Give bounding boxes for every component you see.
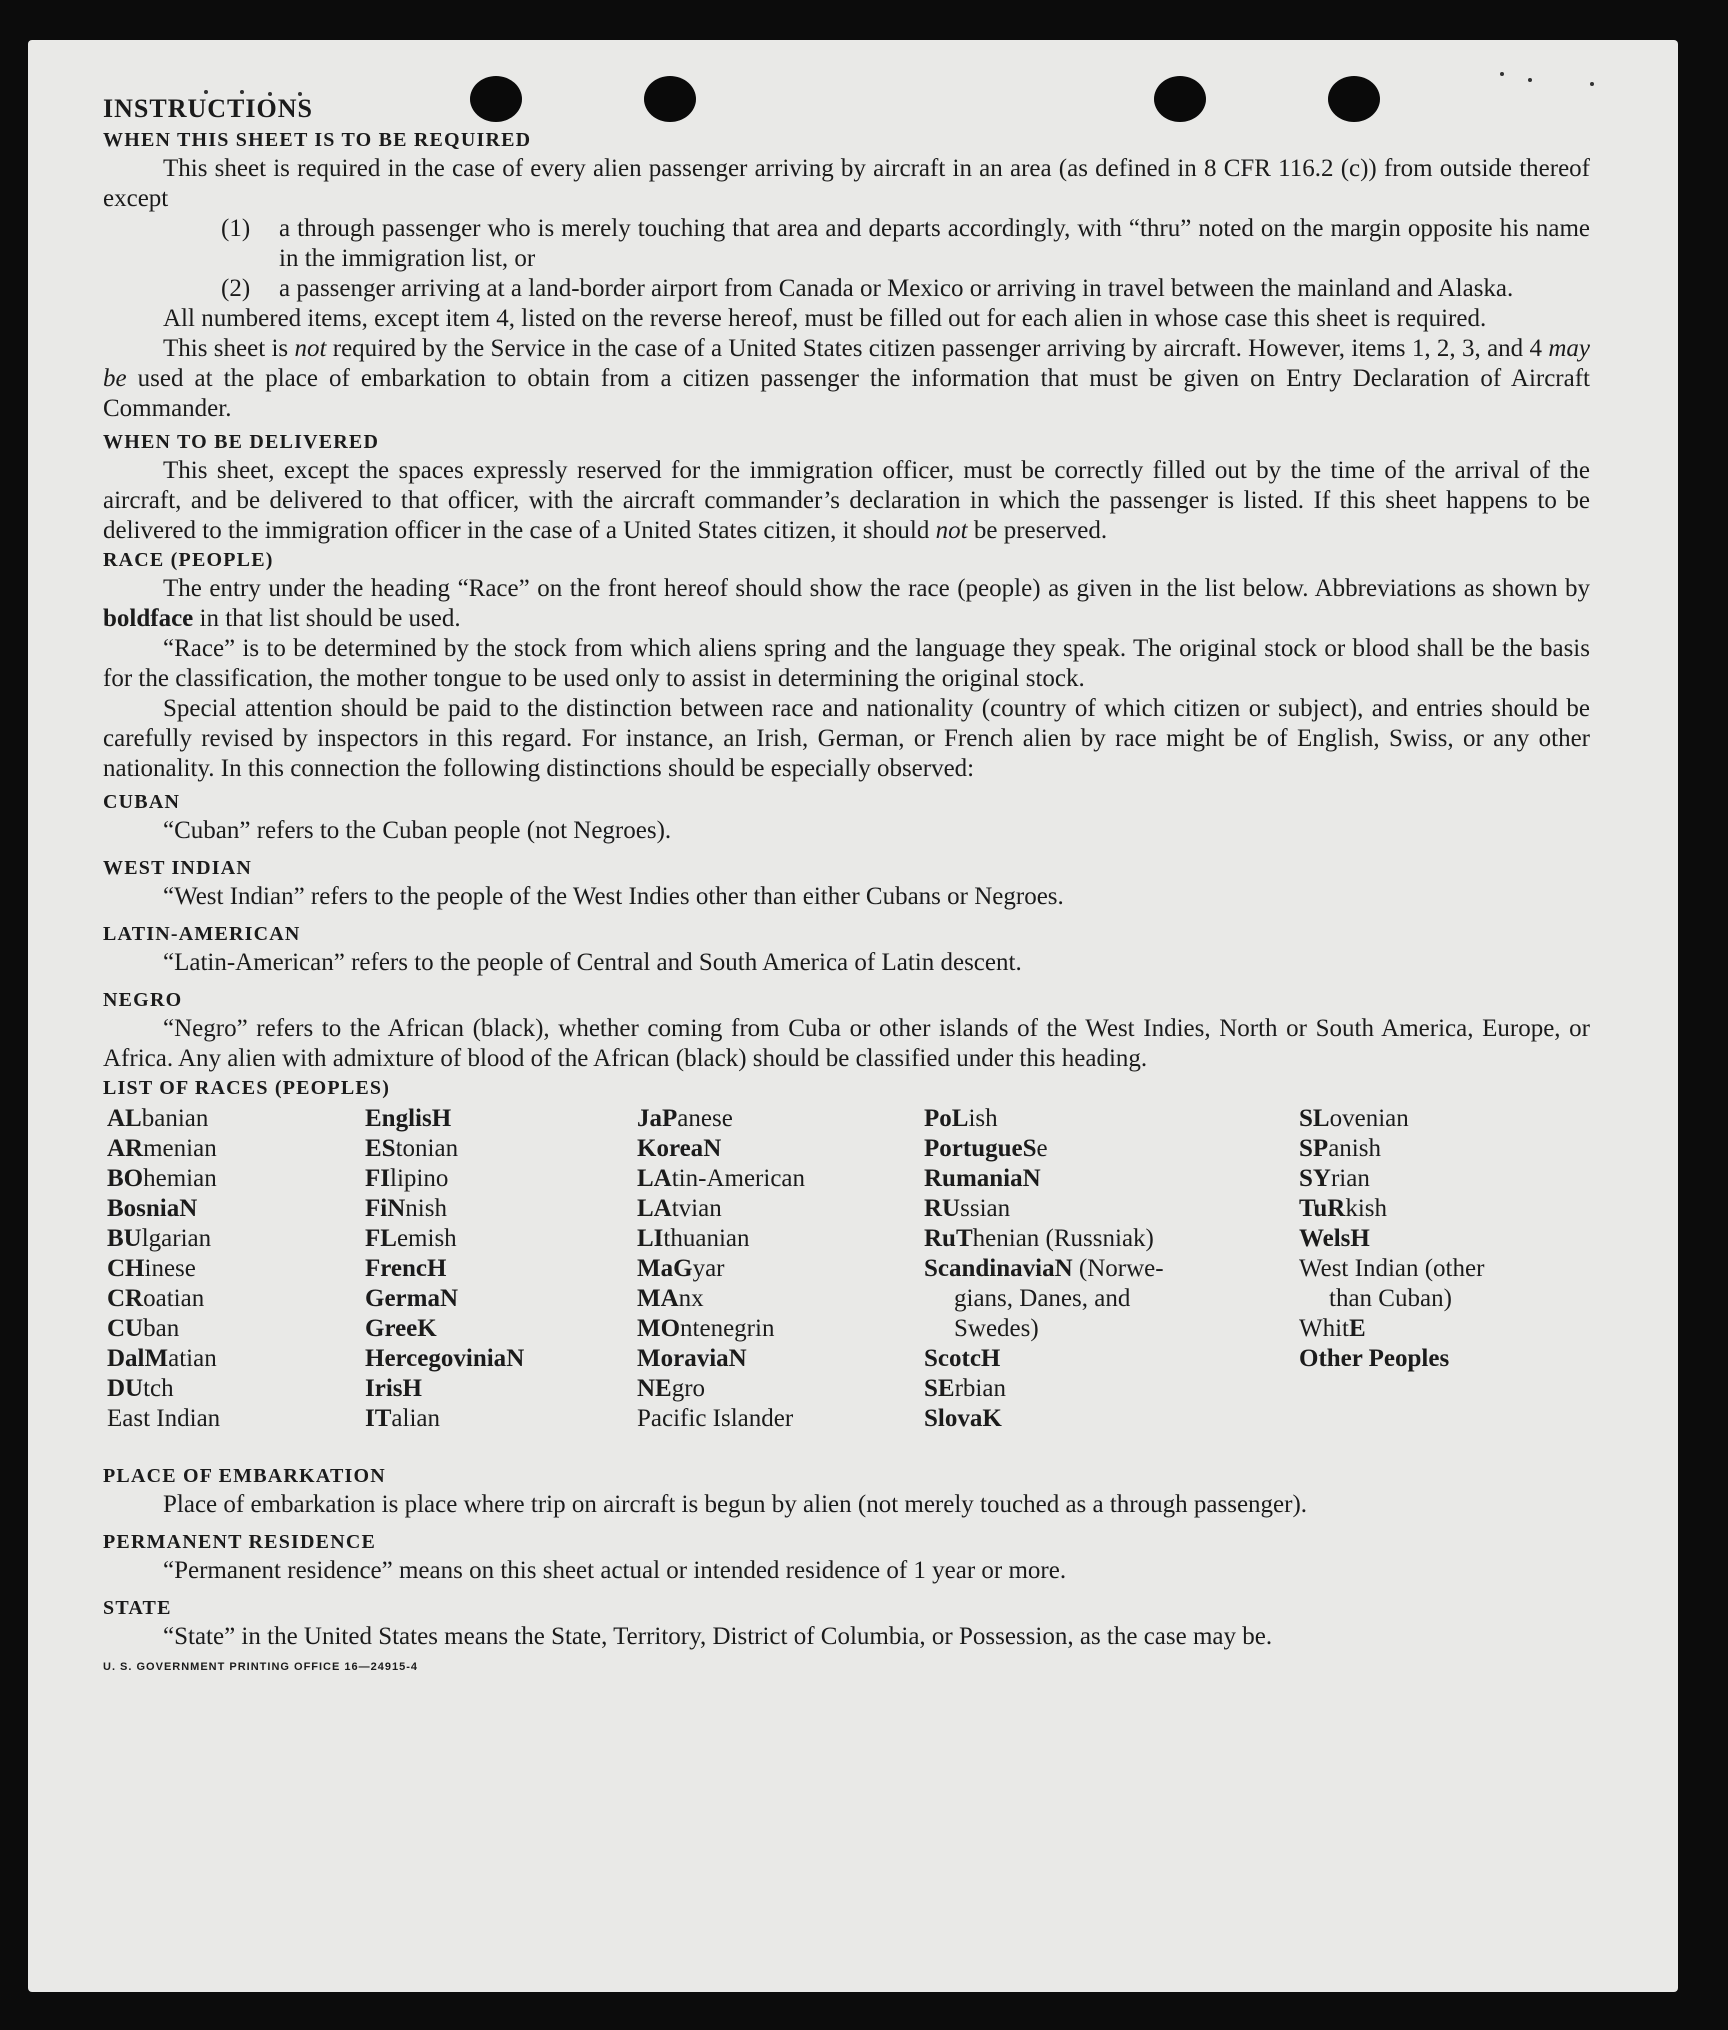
race-entry [107, 1194, 220, 1224]
italic-text: may be [103, 335, 1590, 392]
race-entry [1299, 1284, 1557, 1314]
race-abbr: N [1022, 1165, 1041, 1192]
section-heading-embarkation: PLACE OF EMBARKATION [103, 1465, 386, 1487]
race-entry [1299, 1224, 1557, 1254]
race-text: oatian [143, 1285, 205, 1312]
race-entry [107, 1254, 220, 1284]
paragraph: This sheet is required in the case of every alien passenger arriving by aircraft in an area (as defined in 8 CFR 116.2 (c)) from outside thereof except [103, 155, 1590, 212]
item-number: (2) [221, 275, 251, 302]
item-text: a through passenger who is merely touching that area and departs accordingly, with “thru” noted on the margin opposite his name in the immigration list, or [279, 215, 1590, 272]
race-abbr: K [417, 1315, 437, 1342]
paragraph [103, 456, 1590, 546]
race-entry [924, 1404, 1216, 1434]
race-abbr: T [955, 1225, 973, 1252]
race-text: menian [143, 1135, 217, 1162]
race-text: inese [144, 1255, 196, 1282]
race-text: ish [968, 1105, 998, 1132]
race-abbr: G [673, 1255, 693, 1282]
race-entry [924, 1224, 1216, 1254]
race-abbr: AL [107, 1105, 142, 1132]
race-text: Swedes) [954, 1315, 1039, 1342]
race-entry [637, 1194, 805, 1224]
races-column-2 [365, 1104, 524, 1434]
section-heading-delivered: WHEN TO BE DELIVERED [103, 431, 380, 453]
race-abbr: CU [107, 1315, 144, 1342]
race-abbr: ES [365, 1135, 396, 1162]
races-column-1 [107, 1104, 220, 1434]
race-abbr: H [402, 1375, 422, 1402]
section-heading-state: STATE [103, 1597, 172, 1619]
race-abbr: AR [107, 1135, 144, 1162]
paragraph: “West Indian” refers to the people of the West Indies other than either Cubans or Negroes. [163, 883, 1064, 910]
race-entry [107, 1314, 220, 1344]
race-entry [365, 1374, 524, 1404]
race-entry [365, 1224, 524, 1254]
race-abbr: Germa [365, 1285, 440, 1312]
paragraph: All numbered items, except item 4, listed on the reverse hereof, must be filled out for each alien in whose case this sheet is required. [163, 305, 1487, 332]
list-item [221, 214, 1590, 274]
race-abbr: P [662, 1105, 678, 1132]
race-entry [107, 1164, 220, 1194]
race-abbr: N [703, 1135, 722, 1162]
race-entry [637, 1314, 805, 1344]
paragraph [103, 334, 1590, 424]
race-entry [107, 1224, 220, 1254]
race-abbr: LI [637, 1225, 664, 1252]
race-abbr: Frenc [365, 1255, 428, 1282]
race-abbr: than Cuban) [1329, 1285, 1452, 1312]
race-abbr: Bosnia [107, 1195, 180, 1222]
race-entry [1299, 1314, 1557, 1344]
race-text: (Norwe- [1072, 1255, 1164, 1282]
bold-text: boldface [103, 605, 194, 632]
race-text: kish [1345, 1195, 1388, 1222]
race-abbr: CR [107, 1285, 144, 1312]
race-abbr: Other Peoples [1299, 1345, 1450, 1372]
race-abbr: FL [365, 1225, 397, 1252]
race-text: tch [143, 1375, 174, 1402]
race-text: lgarian [141, 1225, 212, 1252]
text-run: used at the place of embarkation to obtain from a citizen passenger the information that must be given on Entry Declaration of Aircraft Commander. [103, 365, 1590, 422]
race-entry [924, 1254, 1216, 1284]
race-entry [637, 1284, 805, 1314]
race-entry [637, 1104, 805, 1134]
race-abbr: IT [365, 1405, 392, 1432]
race-abbr: NE [637, 1375, 672, 1402]
race-abbr: SY [1299, 1165, 1331, 1192]
paragraph: “Permanent residence” means on this sheet actual or intended residence of 1 year or more. [163, 1557, 1067, 1584]
race-entry [637, 1134, 805, 1164]
speck [1528, 78, 1532, 82]
race-entry [637, 1344, 805, 1374]
race-entry [637, 1224, 805, 1254]
race-abbr: Moravia [637, 1345, 729, 1372]
race-abbr: East Indian [107, 1405, 221, 1432]
race-entry [365, 1134, 524, 1164]
race-abbr: Portugue [924, 1135, 1023, 1162]
race-text: gians, Danes, and [954, 1285, 1131, 1312]
race-entry [365, 1404, 524, 1434]
list-item [221, 274, 1590, 304]
italic-text: not [294, 335, 327, 362]
race-abbr: SP [1299, 1135, 1329, 1162]
race-entry [1299, 1194, 1557, 1224]
race-entry [637, 1254, 805, 1284]
race-text: nish [405, 1195, 447, 1222]
paragraph: “Cuban” refers to the Cuban people (not Negroes). [163, 817, 672, 844]
race-abbr: Scandinavia [924, 1255, 1055, 1282]
race-abbr: SE [924, 1375, 955, 1402]
paragraph: Place of embarkation is place where trip on aircraft is begun by alien (not merely touched as a through passenger). [163, 1491, 1308, 1518]
paragraph: “Latin-American” refers to the people of Central and South America of Latin descent. [163, 949, 1022, 976]
races-table [103, 1104, 1590, 1462]
text-run: be preserved. [967, 517, 1108, 544]
race-text: banian [141, 1105, 209, 1132]
section-heading-latin-american: LATIN-AMERICAN [103, 923, 301, 945]
speck [1500, 72, 1504, 76]
section-heading-race: RACE (PEOPLE) [103, 549, 274, 571]
race-abbr: LA [637, 1195, 672, 1222]
paragraph: Special attention should be paid to the distinction between race and nationality (country of which citizen or subject), and entries should be carefully revised by inspectors in this regard. For instance, an Irish, German, or French alien by race might be of English, Swiss, or any other nationality. In this connection the following distinctions should be especially observed: [103, 695, 1590, 782]
race-text: tonian [395, 1135, 459, 1162]
race-entry [924, 1104, 1216, 1134]
race-entry [1299, 1344, 1557, 1374]
race-abbr: N [506, 1345, 525, 1372]
section-heading-residence: PERMANENT RESIDENCE [103, 1531, 377, 1553]
race-entry [1299, 1164, 1557, 1194]
paragraph: “State” in the United States means the State, Territory, District of Columbia, or Possession, as the case may be. [163, 1623, 1273, 1650]
race-entry [365, 1194, 524, 1224]
race-abbr: R [1327, 1195, 1346, 1222]
text-run: required by the Service in the case of a United States citizen passenger arriving by aircraft. However, items 1, 2, 3, and 4 [326, 335, 1549, 362]
race-abbr: West Indian (other [1299, 1255, 1485, 1282]
race-abbr: BU [107, 1225, 142, 1252]
race-text: yar [692, 1255, 725, 1282]
race-text: ssian [960, 1195, 1011, 1222]
race-entry [924, 1314, 1216, 1344]
race-abbr: S [1022, 1135, 1037, 1162]
race-text: anese [677, 1105, 733, 1132]
race-text: emish [396, 1225, 457, 1252]
race-abbr: DU [107, 1375, 144, 1402]
race-entry [637, 1374, 805, 1404]
race-abbr: Wels [1299, 1225, 1351, 1252]
race-abbr: BO [107, 1165, 144, 1192]
race-entry [924, 1374, 1216, 1404]
race-abbr: Korea [637, 1135, 704, 1162]
race-abbr: Gree [365, 1315, 418, 1342]
race-text: tvian [671, 1195, 722, 1222]
race-abbr: Dal [107, 1345, 145, 1372]
paragraph [103, 574, 1590, 634]
race-abbr: E [1349, 1315, 1366, 1342]
race-entry [637, 1164, 805, 1194]
race-abbr: K [982, 1405, 1002, 1432]
item-text: a passenger arriving at a land-border airport from Canada or Mexico or arriving in travel between the mainland and Alaska. [279, 275, 1514, 302]
race-abbr: Ja [637, 1105, 662, 1132]
race-text: ntenegrin [680, 1315, 775, 1342]
race-abbr: N [728, 1345, 747, 1372]
race-abbr: H [427, 1255, 447, 1282]
item-number: (1) [221, 215, 251, 242]
race-text: hemian [143, 1165, 217, 1192]
race-entry [365, 1104, 524, 1134]
printer-footer: U. S. GOVERNMENT PRINTING OFFICE 16—24915-4 [103, 1661, 419, 1673]
race-abbr: LA [637, 1165, 672, 1192]
race-entry [365, 1344, 524, 1374]
race-entry [107, 1344, 220, 1374]
race-text: anish [1328, 1135, 1381, 1162]
race-entry [365, 1314, 524, 1344]
race-text: e [1036, 1135, 1048, 1162]
race-abbr: Tu [1299, 1195, 1328, 1222]
race-text: tin-American [671, 1165, 806, 1192]
race-text: lipino [390, 1165, 449, 1192]
race-abbr: M [144, 1345, 169, 1372]
race-entry [1299, 1134, 1557, 1164]
race-abbr: N [179, 1195, 198, 1222]
race-text: rian [1330, 1165, 1370, 1192]
race-abbr: Englis [365, 1105, 432, 1132]
race-entry [924, 1134, 1216, 1164]
races-column-5 [1299, 1104, 1557, 1374]
race-abbr: N [1054, 1255, 1073, 1282]
italic-text: not [935, 517, 968, 544]
speck [1590, 82, 1594, 86]
page-title: INSTRUCTIONS [103, 94, 313, 123]
section-heading-list-of-races: LIST OF RACES (PEOPLES) [103, 1077, 391, 1099]
race-abbr: H [1350, 1225, 1370, 1252]
race-entry [365, 1164, 524, 1194]
race-text: atian [168, 1345, 217, 1372]
paragraph: “Race” is to be determined by the stock from which aliens spring and the language they speak. The original stock or blood shall be the basis for the classification, the mother tongue to be used only to assist in determining the original stock. [103, 635, 1590, 692]
race-abbr: Hercegovinia [365, 1345, 507, 1372]
race-abbr: Whit [1299, 1315, 1349, 1342]
race-entry [924, 1164, 1216, 1194]
race-abbr: Scotc [924, 1345, 981, 1372]
race-entry [637, 1404, 805, 1434]
text-run: This sheet, except the spaces expressly reserved for the immigration officer, must be correctly filled out by the time of the arrival of the aircraft, and be delivered to that officer, with the aircraft commander’s declaration in which the passenger is listed. If this sheet happens to be delivered to the immigration officer in the case of a United States citizen, it should [103, 457, 1590, 544]
race-abbr: Po [924, 1105, 952, 1132]
race-entry [924, 1344, 1216, 1374]
race-entry [107, 1104, 220, 1134]
race-abbr: Slova [924, 1405, 983, 1432]
race-text: ban [143, 1315, 180, 1342]
race-abbr: MA [637, 1285, 679, 1312]
race-text: alian [391, 1405, 440, 1432]
race-abbr: Fi [365, 1195, 388, 1222]
race-entry [107, 1374, 220, 1404]
race-text: ovenian [1329, 1105, 1409, 1132]
race-entry [1299, 1104, 1557, 1134]
race-abbr: Pacific Islander [637, 1405, 794, 1432]
text-run: in that list should be used. [193, 605, 461, 632]
race-abbr: FI [365, 1165, 390, 1192]
race-entry [107, 1284, 220, 1314]
race-abbr: Ma [637, 1255, 674, 1282]
race-abbr: N [387, 1195, 406, 1222]
race-entry [1299, 1254, 1557, 1284]
race-abbr: H [980, 1345, 1001, 1372]
section-heading-cuban: CUBAN [103, 791, 181, 813]
section-heading-negro: NEGRO [103, 989, 183, 1011]
race-entry [107, 1404, 220, 1434]
race-text: rbian [954, 1375, 1006, 1402]
race-abbr: H [431, 1105, 452, 1132]
race-abbr: RU [924, 1195, 961, 1222]
races-column-3 [637, 1104, 805, 1434]
race-abbr: Rumania [924, 1165, 1023, 1192]
race-entry [924, 1194, 1216, 1224]
race-text: thuanian [663, 1225, 750, 1252]
race-abbr: Iris [365, 1375, 403, 1402]
text-run: This sheet is [163, 335, 295, 362]
race-text: gro [671, 1375, 706, 1402]
race-abbr: MO [637, 1315, 681, 1342]
section-heading-west-indian: WEST INDIAN [103, 857, 252, 879]
race-entry [107, 1134, 220, 1164]
race-text: henian (Russniak) [972, 1225, 1154, 1252]
race-abbr: L [951, 1105, 969, 1132]
race-abbr: Ru [924, 1225, 956, 1252]
section-heading-required: WHEN THIS SHEET IS TO BE REQUIRED [103, 129, 532, 151]
instructions-content [103, 92, 1590, 1682]
text-run: The entry under the heading “Race” on the front hereof should show the race (people) as given in the list below. Abbreviations as shown by [163, 575, 1590, 602]
race-entry [365, 1254, 524, 1284]
paragraph: “Negro” refers to the African (black), whether coming from Cuba or other islands of the West Indies, North or South America, Europe, or Africa. Any alien with admixture of blood of the African (black) should be classified under this heading. [103, 1015, 1590, 1072]
race-text: nx [678, 1285, 704, 1312]
race-abbr: CH [107, 1255, 145, 1282]
race-abbr: N [439, 1285, 459, 1312]
race-abbr: SL [1299, 1105, 1330, 1132]
race-entry [924, 1284, 1216, 1314]
race-entry [365, 1284, 524, 1314]
races-column-4 [924, 1104, 1216, 1434]
